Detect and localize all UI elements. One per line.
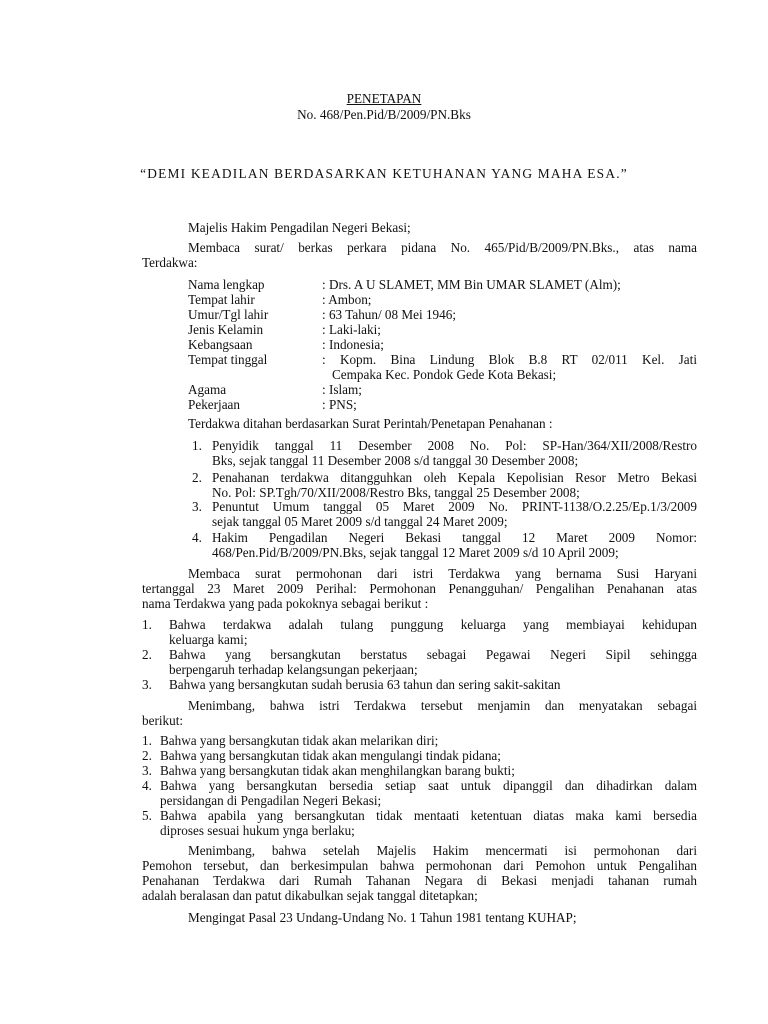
list-item: 468/Pen.Pid/B/2009/PN.Bks, sejak tanggal 12 Maret 2009 s/d 10 April 2009;	[212, 545, 619, 560]
identity-label: Kebangsaan	[188, 337, 253, 352]
list-item: persidangan di Pengadilan Negeri Bekasi;	[160, 793, 382, 808]
menimbang-2-line-1: Menimbang, bahwa setelah Majelis Hakim mencermati isi permohonan dari	[188, 843, 697, 858]
identity-value: : Ambon;	[322, 292, 372, 307]
list-number: 2.	[192, 470, 202, 485]
list-item: Bahwa yang bersangkutan tidak akan menghilangkan barang bukti;	[160, 763, 515, 778]
list-number: 2.	[142, 647, 152, 662]
menimbang-1-line-2: berikut:	[142, 713, 184, 728]
list-item: berpengaruh terhadap kelangsungan pekerjaan;	[169, 662, 418, 677]
identity-label: Pekerjaan	[188, 397, 240, 412]
identity-value: : Islam;	[322, 382, 362, 397]
mengingat-line: Mengingat Pasal 23 Undang-Undang No. 1 Tahun 1981 tentang KUHAP;	[188, 910, 577, 925]
identity-value: Cempaka Kec. Pondok Gede Kota Bekasi;	[332, 367, 557, 382]
invocation: “DEMI KEADILAN BERDASARKAN KETUHANAN YANG MAHA ESA.”	[140, 166, 628, 181]
membaca-line-2: Terdakwa:	[142, 255, 198, 270]
document-number: No. 468/Pen.Pid/B/2009/PN.Bks	[297, 107, 471, 122]
menimbang-2-line-2: Pemohon tersebut, dan berkesimpulan bahwa permohonan dari Pemohon untuk Pengalihan	[142, 858, 697, 873]
menimbang-2-line-4: adalah beralasan dan patut dikabulkan sejak tanggal ditetapkan;	[142, 888, 478, 903]
list-item: Bahwa yang bersangkutan berstatus sebagai Pegawai Negeri Sipil sehingga	[169, 647, 697, 662]
list-number: 2.	[142, 748, 152, 763]
list-item: sejak tanggal 05 Maret 2009 s/d tanggal 24 Maret 2009;	[212, 514, 508, 529]
list-number: 4.	[142, 778, 152, 793]
identity-value: : PNS;	[322, 397, 357, 412]
list-item: Hakim Pengadilan Negeri Bekasi tanggal 12 Maret 2009 Nomor:	[212, 530, 697, 545]
list-number: 3.	[142, 763, 152, 778]
identity-label: Nama lengkap	[188, 277, 265, 292]
list-item: Penahanan terdakwa ditangguhkan oleh Kepala Kepolisian Resor Metro Bekasi	[212, 470, 697, 485]
list-item: Penuntut Umum tanggal 05 Maret 2009 No. PRINT-1138/O.2.25/Ep.1/3/2009	[212, 499, 697, 514]
identity-value: : Indonesia;	[322, 337, 384, 352]
list-item: keluarga kami;	[169, 632, 248, 647]
identity-value: : 63 Tahun/ 08 Mei 1946;	[322, 307, 456, 322]
permohonan-line-3: nama Terdakwa yang pada pokoknya sebagai berikut :	[142, 596, 429, 611]
document-title: PENETAPAN	[346, 91, 422, 106]
identity-label: Tempat lahir	[188, 292, 255, 307]
list-number: 1.	[142, 617, 152, 632]
permohonan-line-2: tertanggal 23 Maret 2009 Perihal: Permohonan Penangguhan/ Pengalihan Penahanan atas	[142, 581, 697, 596]
list-number: 1.	[142, 733, 152, 748]
identity-value: : Drs. A U SLAMET, MM Bin UMAR SLAMET (Alm);	[322, 277, 621, 292]
menimbang-2-line-3: Penahanan Terdakwa dari Rumah Tahanan Negara di Bekasi menjadi tahanan rumah	[142, 873, 697, 888]
list-item: Bahwa yang bersangkutan tidak akan melarikan diri;	[160, 733, 439, 748]
list-item: Bahwa yang bersangkutan tidak akan mengulangi tindak pidana;	[160, 748, 501, 763]
identity-label: Jenis Kelamin	[188, 322, 264, 337]
membaca-line-1: Membaca surat/ berkas perkara pidana No. 465/Pid/B/2009/PN.Bks., atas nama	[188, 240, 697, 255]
list-item: Bks, sejak tanggal 11 Desember 2008 s/d tanggal 30 Desember 2008;	[212, 453, 579, 468]
list-item: Bahwa yang bersangkutan bersedia setiap saat untuk dipanggil dan dihadirkan dalam	[160, 778, 697, 793]
menimbang-1-line-1: Menimbang, bahwa istri Terdakwa tersebut menjamin dan menyatakan sebagai	[188, 698, 697, 713]
list-item: Bahwa yang bersangkutan sudah berusia 63 tahun dan sering sakit-sakitan	[169, 677, 561, 692]
list-item: diproses sesuai hukum ynga berlaku;	[160, 823, 355, 838]
identity-label: Agama	[188, 382, 227, 397]
list-number: 3.	[142, 677, 152, 692]
identity-value: : Kopm. Bina Lindung Blok B.8 RT 02/011 Kel. Jati	[322, 352, 697, 367]
list-number: 1.	[192, 438, 202, 453]
identity-value: : Laki-laki;	[322, 322, 381, 337]
list-item: Bahwa apabila yang bersangkutan tidak mentaati ketentuan diatas maka kami bersedia	[160, 808, 697, 823]
identity-label: Umur/Tgl lahir	[188, 307, 269, 322]
list-item: No. Pol: SP.Tgh/70/XII/2008/Restro Bks, tanggal 25 Desember 2008;	[212, 485, 580, 500]
penahanan-intro: Terdakwa ditahan berdasarkan Surat Perintah/Penetapan Penahanan :	[188, 416, 553, 431]
permohonan-line-1: Membaca surat permohonan dari istri Terdakwa yang bernama Susi Haryani	[188, 566, 697, 581]
list-item: Penyidik tanggal 11 Desember 2008 No. Pol: SP-Han/364/XII/2008/Restro	[212, 438, 697, 453]
list-number: 5.	[142, 808, 152, 823]
identity-label: Tempat tinggal	[188, 352, 268, 367]
list-item: Bahwa terdakwa adalah tulang punggung keluarga yang membiayai kehidupan	[169, 617, 697, 632]
list-number: 3.	[192, 499, 202, 514]
list-number: 4.	[192, 530, 202, 545]
majelis-line: Majelis Hakim Pengadilan Negeri Bekasi;	[188, 220, 411, 235]
